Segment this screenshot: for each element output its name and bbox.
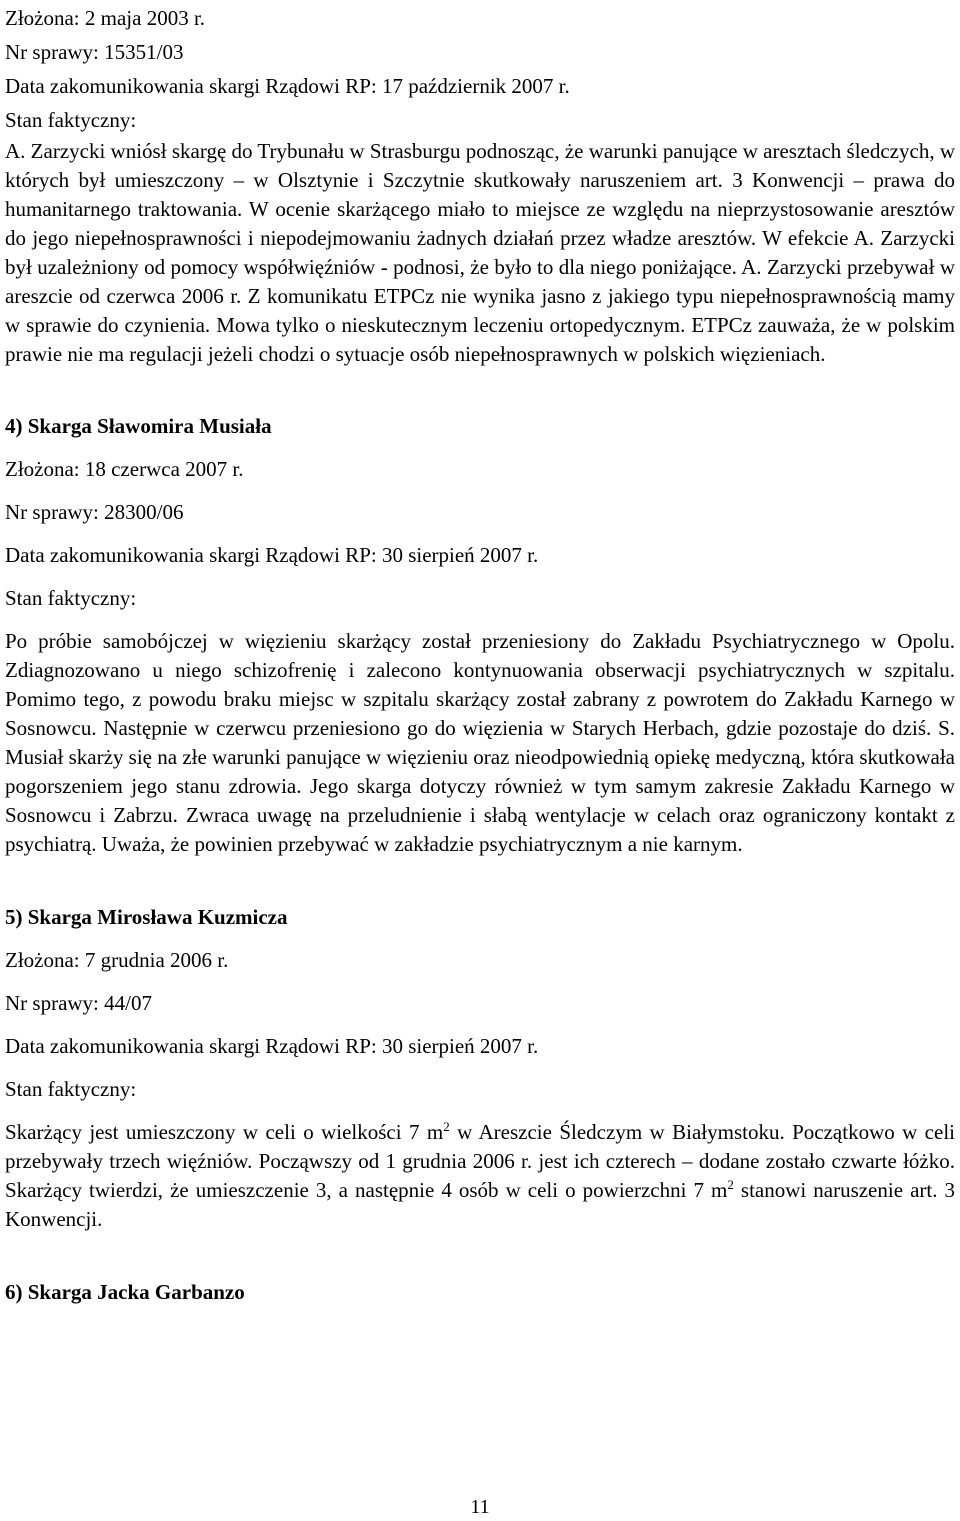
s5-text-c: stanowi naruszenie art. 3 Konwencji. [5, 1178, 955, 1231]
s4-stan: Stan faktyczny: [5, 586, 137, 610]
s5-nr-sprawy: Nr sprawy: 44/07 [5, 991, 152, 1015]
s5-text-a: Skarżący jest umieszczony w celi o wielkości 7 m [5, 1120, 444, 1144]
top-zlozona: Złożona: 2 maja 2003 r. [5, 6, 206, 30]
page-number: 11 [470, 1496, 490, 1518]
s5-data-kom: Data zakomunikowania skargi Rządowi RP: 30 sierpień 2007 r. [5, 1034, 539, 1058]
s5-zlozona: Złożona: 7 grudnia 2006 r. [5, 948, 229, 972]
s5-sup-b: 2 [727, 1177, 734, 1192]
document-page [5, 0, 955, 1307]
s5-sup-a: 2 [443, 1119, 450, 1134]
top-paragraph: A. Zarzycki wniósł skargę do Trybunału w Strasburgu podnosząc, że warunki panujące w aresztach śledczych, w których był umieszczony – w Olsztynie i Szczytnie skutkowały naruszeniem art. 3 Konwencji – prawa do humanitarnego traktowania. W ocenie skarżącego miało to miejsce ze względu na nieprzystosowanie aresztów do jego niepełnosprawności i niepodejmowaniu żadnych działań przez władze aresztów. W efekcie A. Zarzycki był uzależniony od pomocy współwięźniów - podnosi, że było to dla niego poniżające. A. Zarzycki przebywał w areszcie od czerwca 2006 r. Z komunikatu ETPCz nie wynika jasno z jakiego typu niepełnosprawnością mamy w sprawie do czynienia. Mowa tylko o nieskutecznym leczeniu ortopedycznym. ETPCz zauważa, że w polskim prawie nie ma regulacji jeżeli chodzi o sytuacje osób niepełnosprawnych w polskich więzieniach. [5, 139, 955, 366]
section-4-heading: 4) Skarga Sławomira Musiała [5, 414, 272, 438]
s5-text-b: w Areszcie Śledczym w Białymstoku. Początkowo w celi przebywały trzech więźniów. Począwszy od 1 grudnia 2006 r. jest ich czterech – dodane zostało czwarte łóżko. Skarżący twierdzi, że umieszczenie 3, a następnie 4 osób w celi o powierzchni 7 m [5, 1120, 955, 1202]
top-nr-sprawy: Nr sprawy: 15351/03 [5, 40, 184, 64]
s4-zlozona: Złożona: 18 czerwca 2007 r. [5, 457, 244, 481]
section-6-heading: 6) Skarga Jacka Garbanzo [5, 1280, 245, 1304]
s4-paragraph: Po próbie samobójczej w więzieniu skarżący został przeniesiony do Zakładu Psychiatrycznego w Opolu. Zdiagnozowano u niego schizofrenię i zalecono kontynuowania obserwacji psychiatrycznych w szpitalu. Pomimo tego, z powodu braku miejsc w szpitalu skarżący został zabrany z powrotem do Zakładu Karnego w Sosnowcu. Następnie w czerwcu przeniesiono go do więzienia w Starych Herbach, gdzie pozostaje do dziś. S. Musiał skarży się na złe warunki panujące w więzieniu oraz nieodpowiednią opiekę medyczną, która skutkowała pogorszeniem jego stanu zdrowia. Jego skarga dotyczy również w tym samym zakresie Zakładu Karnego w Sosnowcu i Zabrzu. Zwraca uwagę na przeludnienie i słabą wentylacje w celach oraz ograniczony kontakt z psychiatrą. Uważa, że powinien przebywać w zakładzie psychiatrycznym a nie karnym. [5, 629, 955, 856]
top-data-kom: Data zakomunikowania skargi Rządowi RP: 17 październik 2007 r. [5, 74, 570, 98]
section-5-heading: 5) Skarga Mirosława Kuzmicza [5, 905, 288, 929]
s5-paragraph [5, 1118, 955, 1234]
s4-nr-sprawy: Nr sprawy: 28300/06 [5, 500, 184, 524]
s5-stan: Stan faktyczny: [5, 1077, 137, 1101]
s4-data-kom: Data zakomunikowania skargi Rządowi RP: 30 sierpień 2007 r. [5, 543, 539, 567]
top-stan: Stan faktyczny: [5, 108, 137, 132]
